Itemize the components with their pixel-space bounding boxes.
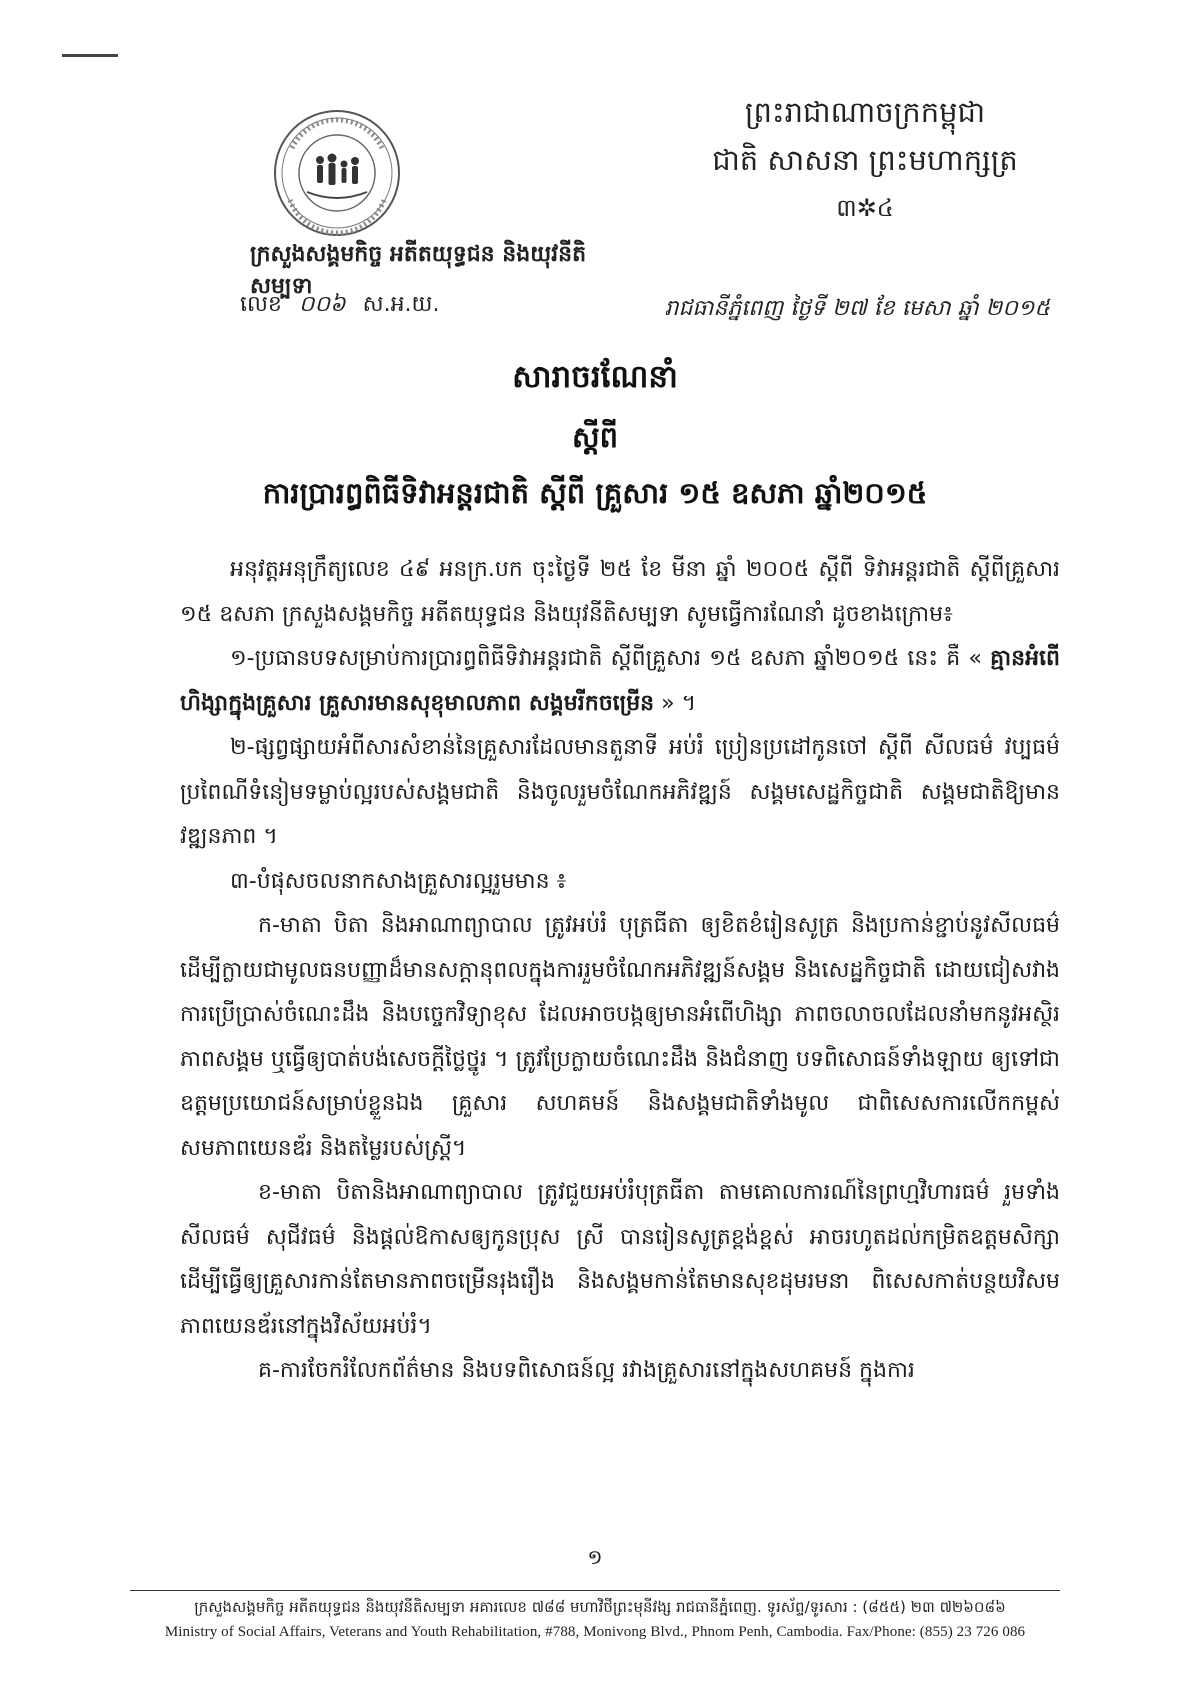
point-1-theme-quote: គ្មានអំពើហិង្សាក្នុងគ្រួសារ គ្រួសារមានសុខុមាលភាព សង្គមរីកចម្រើន bbox=[180, 646, 1060, 716]
about-label: ស្តីពី bbox=[571, 420, 619, 454]
ornament-flourish: ៣✲៤ bbox=[836, 194, 894, 222]
subject-title: ការប្រារព្ធពិធីទិវាអន្តរជាតិ ស្តីពី គ្រួសារ ១៥ ឧសភា ឆ្នាំ២០១៥ bbox=[262, 476, 928, 510]
national-motto: ជាតិ សាសនា ព្រះមហាក្សត្រ bbox=[712, 143, 1018, 177]
scan-mark bbox=[62, 54, 118, 57]
document-body bbox=[180, 548, 1060, 1394]
kingdom-header bbox=[685, 88, 1045, 232]
reference-number bbox=[240, 290, 439, 322]
intro-paragraph: អនុវត្តអនុក្រឹត្យលេខ ៤៩ អនក្រ.បក ចុះថ្ងៃទី ២៥ ខែ មីនា ឆ្នាំ ២០០៥ ស្តីពី ទិវាអន្តរជាតិ ស្តីពីគ្រួសារ ១៥ ឧសភា ក្រសួងសង្គមកិច្ច អតីតយុទ្ធជន និងយុវនីតិសម្បទា សូមធ្វើការណែនាំ ដូចខាងក្រោម៖ bbox=[180, 557, 1060, 627]
footer-address-khmer: ក្រសួងសង្គមកិច្ច អតីតយុទ្ធជន និងយុវនីតិសម្បទា អគារលេខ ៧៨៨ មហាវិថីព្រះមុនីវង្ស រាជធានីភ្នំពេញ. ទូរស័ព្ទ/ទូរសារ : (៨៥៥) ២៣ ៧២៦០៨៦ bbox=[194, 1598, 1006, 1616]
ministry-seal-logo bbox=[272, 108, 402, 238]
footer-address-english: Ministry of Social Affairs, Veterans and Youth Rehabilitation, #788, Monivong Blvd., Phnom Penh, Cambodia. Fax/Phone: (855) 23 726 086 bbox=[164, 1624, 1026, 1640]
point-3a-paragraph: ក-មាតា បិតា និងអាណាព្យាបាល ត្រូវអប់រំ បុត្រធីតា ឲ្យខិតខំរៀនសូត្រ និងប្រកាន់ខ្ជាប់នូវសីលធម៌ ដើម្បីក្លាយជាមូលធនបញ្ញាដ៏មានសក្តានុពលក្នុងការរួមចំណែកអភិវឌ្ឍន៍សង្គម និងសេដ្ឋកិច្ចជាតិ ដោយជៀសវាងការប្រើប្រាស់ចំណេះដឹង និងបច្ចេកវិទ្យាខុស ដែលអាចបង្កឲ្យមានអំពើហិង្សា ភាពចលាចលដែលនាំមកនូវអស្ថិរភាពសង្គម ឬធ្វើឲ្យបាត់បង់សេចក្តីថ្លៃថ្នូរ ។ ត្រូវប្រែក្លាយចំណេះដឹង និងជំនាញ បទពិសោធន៍ទាំងឡាយ ឲ្យទៅជាឧត្តមប្រយោជន៍សម្រាប់ខ្លួនឯង គ្រួសារ សហគមន៍ និងសង្គមជាតិទាំងមូល ជាពិសេសការលើកកម្ពស់សមភាពយេនឌ័រ និងតម្លៃរបស់ស្ត្រី។ bbox=[180, 913, 1060, 1161]
ref-number: ០០៦ bbox=[298, 292, 346, 317]
point-2-paragraph: ២-ផ្សព្វផ្សាយអំពីសារសំខាន់នៃគ្រួសារដែលមានតួនាទី អប់រំ ប្រៀនប្រដៅកូនចៅ ស្តីពី សីលធម៌ វប្បធម៌ ប្រពៃណីទំនៀមទម្លាប់ល្អរបស់សង្គមជាតិ និងចូលរួមចំណែកអភិវឌ្ឍន៍ សង្គមសេដ្ឋកិច្ចជាតិ សង្គមជាតិឱ្យមានវឌ្ឍនភាព ។ bbox=[180, 735, 1060, 849]
footer-divider bbox=[130, 1590, 1060, 1591]
point-1-end: » ។ bbox=[661, 690, 697, 716]
point-3-paragraph: ៣-បំផុសចលនាកសាងគ្រួសារល្អរួមមាន ៖ bbox=[230, 868, 567, 894]
kingdom-name: ព្រះរាជាណាចក្រកម្ពុជា bbox=[744, 95, 986, 129]
point-3c-paragraph: គ-ការចែករំលែកព័ត៌មាន និងបទពិសោធន៍ល្អ រវាងគ្រួសារនៅក្នុងសហគមន៍ ក្នុងការ bbox=[258, 1358, 915, 1383]
ministry-name: ក្រសួងសង្គមកិច្ច អតីតយុទ្ធជន និងយុវនីតិសម្បទា bbox=[250, 242, 587, 299]
document-type-title: សារាចរណែនាំ bbox=[512, 359, 678, 395]
ref-suffix: ស.អ.យ. bbox=[362, 292, 440, 317]
ref-prefix: លេខ bbox=[240, 292, 282, 317]
point-3b-paragraph: ខ-មាតា បិតានិងអាណាព្យាបាល ត្រូវជួយអប់រំបុត្រធីតា តាមគោលការណ៍នៃព្រហ្មវិហារធម៌ រួមទាំងសីលធម៌ សុជីវធម៌ និងផ្តល់ឱកាសឲ្យកូនប្រុស ស្រី បានរៀនសូត្រខ្ពង់ខ្ពស់ អាចរហូតដល់កម្រិតឧត្តមសិក្សា ដើម្បីធ្វើឲ្យគ្រួសារកាន់តែមានភាពចម្រើនរុងរឿង និងសង្គមកាន់តែមានសុខដុមរមនា ពិសេសកាត់បន្ថយវិសមភាពយេនឌ័រនៅក្នុងវិស័យអប់រំ។ bbox=[180, 1180, 1060, 1339]
dateline: រាជធានីភ្នំពេញ ថ្ងៃទី ២៧ ខែ មេសា ឆ្នាំ ២០១៥ bbox=[664, 296, 1050, 321]
point-1-lead: ១-ប្រធានបទសម្រាប់ការប្រារព្ធពិធីទិវាអន្តរជាតិ ស្តីពីគ្រួសារ ១៥ ឧសភា ឆ្នាំ២០១៥ នេះ គឺ « bbox=[230, 646, 982, 671]
point-1-paragraph bbox=[180, 637, 1060, 726]
page-number: ១ bbox=[587, 1545, 603, 1569]
